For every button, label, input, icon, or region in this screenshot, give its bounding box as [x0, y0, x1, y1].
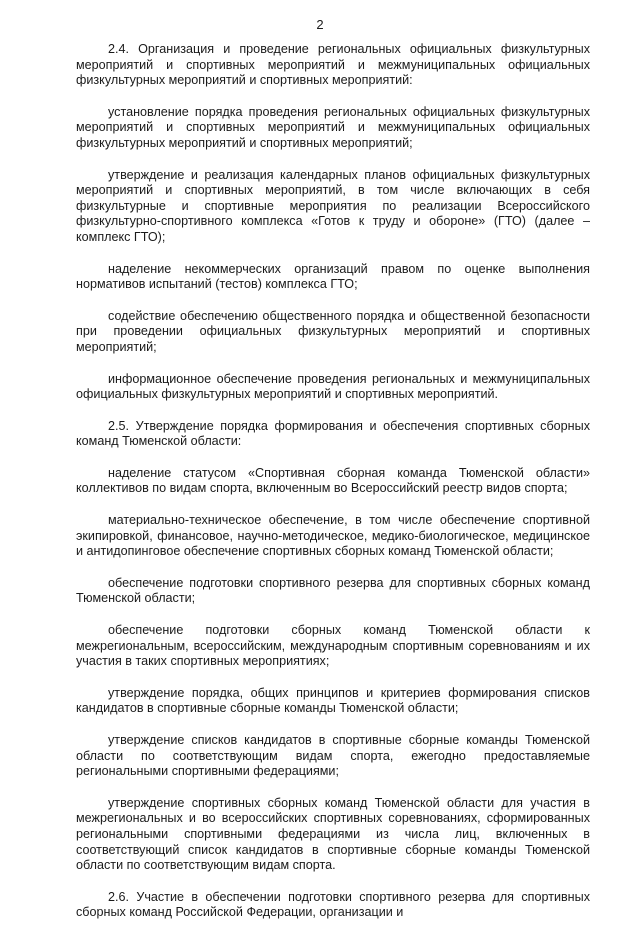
list-item: утверждение списков кандидатов в спортивные сборные команды Тюменской области по соответствующим видам спорта, ежегодно предоставляемые региональными спортивными федерациями; — [76, 733, 590, 779]
page-number: 2 — [316, 17, 324, 32]
paragraph-2-5: 2.5. Утверждение порядка формирования и обеспечения спортивных сборных команд Тюменской области: — [76, 418, 590, 449]
list-item: информационное обеспечение проведения региональных и межмуниципальных официальных физкультурных мероприятий и спортивных мероприятий. — [76, 371, 590, 402]
list-item: материально-техническое обеспечение, в том числе обеспечение спортивной экипировкой, финансовое, научно-методическое, медико-биологическое, медицинское и антидопинговое обеспечение спортивных сборных команд Тюменской области; — [76, 513, 590, 559]
paragraph-2-4: 2.4. Организация и проведение региональных официальных физкультурных мероприятий и спортивных мероприятий и межмуниципальных официальных физкультурных мероприятий и спортивных мероприятий: — [76, 42, 590, 88]
list-item: утверждение и реализация календарных планов официальных физкультурных мероприятий и спортивных мероприятий, в том числе включающих в себя физкультурные и спортивные мероприятия по реализации Всероссийского физкультурно-спортивного комплекса «Готов к труду и обороне» (ГТО) (далее – комплекс ГТО); — [76, 167, 590, 244]
list-item: обеспечение подготовки спортивного резерва для спортивных сборных команд Тюменской области; — [76, 575, 590, 606]
list-item: утверждение порядка, общих принципов и критериев формирования списков кандидатов в спортивные сборные команды Тюменской области; — [76, 685, 590, 716]
list-item: наделение статусом «Спортивная сборная команда Тюменской области» коллективов по видам спорта, включенным во Всероссийский реестр видов спорта; — [76, 465, 590, 496]
list-item: утверждение спортивных сборных команд Тюменской области для участия в межрегиональных и во всероссийских спортивных соревнованиях, сформированных региональными спортивными федерациями из числа лиц, включенных в соответствующий список кандидатов в спортивные сборные команды Тюменской области по соответствующим видам спорта. — [76, 795, 590, 873]
list-item: наделение некоммерческих организаций правом по оценке выполнения нормативов испытаний (тестов) комплекса ГТО; — [76, 261, 590, 292]
list-item: установление порядка проведения региональных официальных физкультурных мероприятий и спортивных мероприятий и межмуниципальных официальных физкультурных мероприятий и спортивных мероприятий; — [76, 104, 590, 150]
list-item: содействие обеспечению общественного порядка и общественной безопасности при проведении официальных физкультурных мероприятий и спортивных мероприятий; — [76, 308, 590, 354]
list-item: обеспечение подготовки сборных команд Тюменской области к межрегиональным, всероссийским, международным спортивным соревнованиям и их участия в таких спортивных мероприятиях; — [76, 623, 590, 669]
paragraph-2-6: 2.6. Участие в обеспечении подготовки спортивного резерва для спортивных сборных команд Российской Федерации, организации и — [76, 889, 590, 920]
document-body — [76, 42, 590, 937]
